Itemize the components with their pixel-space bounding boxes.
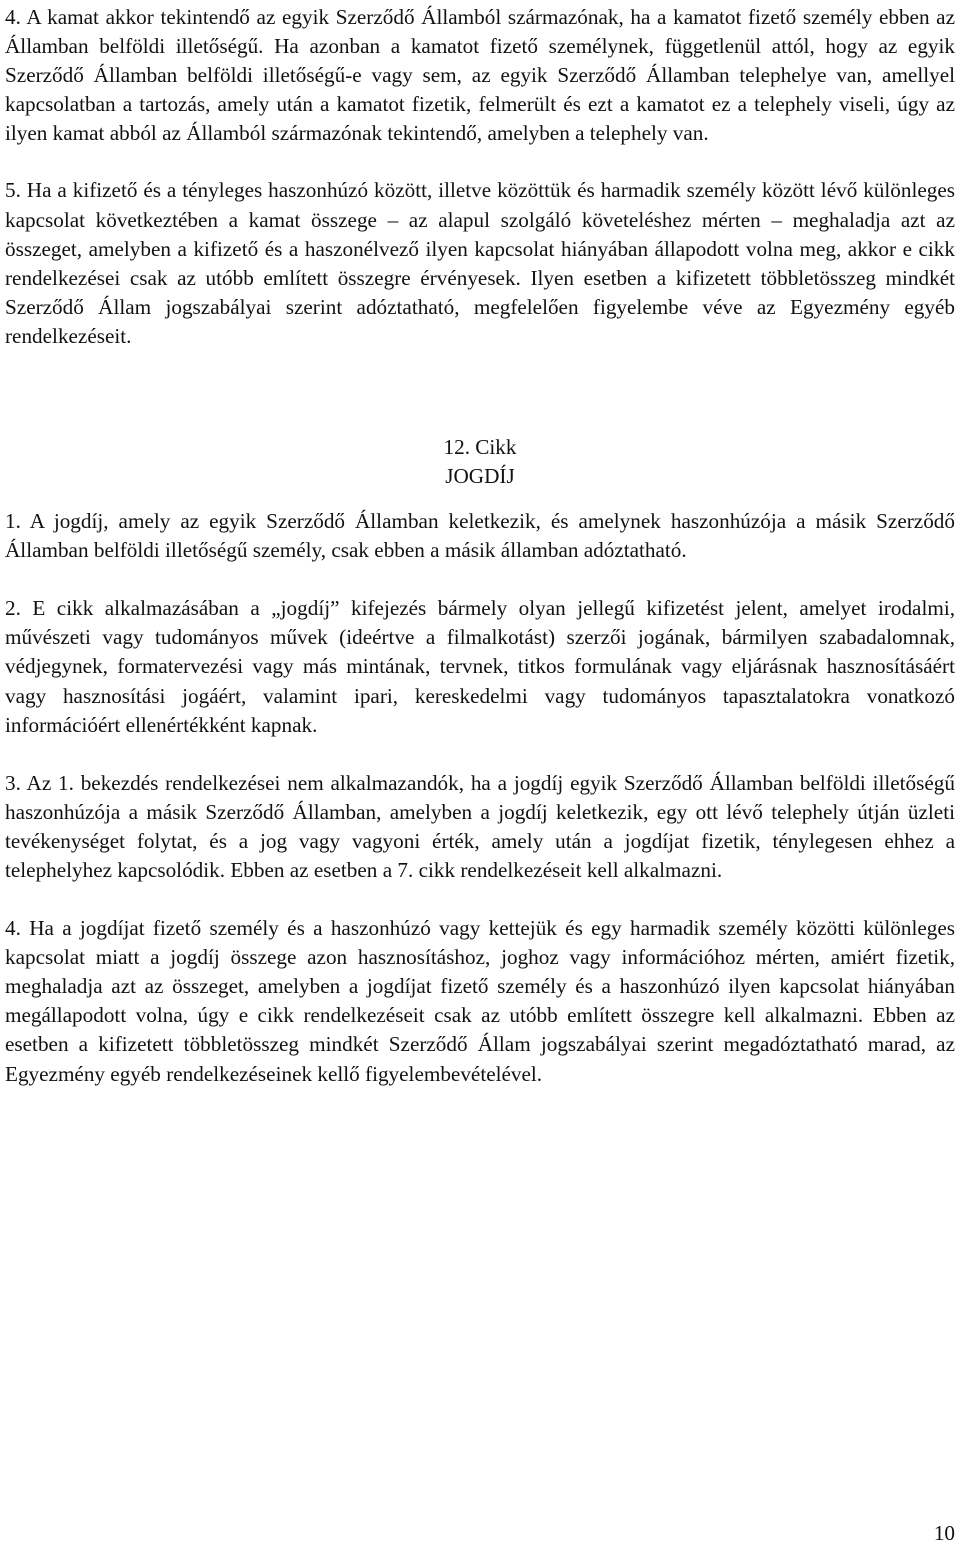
page-number: 10 [933,1521,955,1545]
article-number: 12. Cikk [443,435,517,460]
document-page [5,0,955,1089]
article-paragraph-3: 3. Az 1. bekezdés rendelkezései nem alkalmazandók, ha a jogdíj egyik Szerződő Államban belföldi illetőségű haszonhúzója a másik Szerződő Államban, amelyben a jogdíj keletkezik, egy ott lévő telephely útján üzleti tevékenységet folytat, és a jog vagy vagyoni érték, amely után a jogdíjat fizetik, ténylegesen ehhez a telephelyhez kapcsolódik. Ebben az esetben a 7. cikk rendelkezéseit kell alkalmazni. [5,770,955,882]
paragraph-5-special-relationship: 5. Ha a kifizető és a tényleges haszonhúzó között, illetve közöttük és harmadik személy között lévő különleges kapcsolat következtében a kamat összege – az alapul szolgáló követeléshez mérten – meghaladja azt az összeget, amelyben a kifizető és a haszonélvező ilyen kapcsolat hiányában állapodott volna meg, akkor e cikk rendelkezései csak az utóbb említett összegre érvényesek. Ilyen esetben a kifizetett többletösszeg mindkét Szerződő Állam jogszabályai szerint adóztatható, megfelelően figyelembe véve az Egyezmény egyéb rendelkezéseit. [5,178,955,348]
article-paragraph-2: 2. E cikk alkalmazásában a „jogdíj” kifejezés bármely olyan jellegű kifizetést jelent, amelyet irodalmi, művészeti vagy tudományos művek (ideértve a filmalkotást) szerzői jogának, bármilyen szabadalomnak, védjegynek, formatervezési vagy más mintának, tervnek, titkos formulának vagy eljárásnak hasznosításáért vagy hasznosítási jogáért, valamint ipari, kereskedelmi vagy tudományos tapasztalatokra vonatkozó információért ellenértékként kapnak. [5,596,955,737]
article-heading [5,433,955,491]
article-paragraph-1: 1. A jogdíj, amely az egyik Szerződő Államban keletkezik, és amelynek haszonhúzója a másik Szerződő Államban belföldi illetőségű személy, csak ebben a másik államban adóztatható. [5,509,955,563]
article-title: JOGDÍJ [445,464,515,489]
paragraph-4-interest-source: 4. A kamat akkor tekintendő az egyik Szerződő Államból származónak, ha a kamatot fizető személy ebben az Államban belföldi illetőségű. Ha azonban a kamatot fizető személynek, függetlenül attól, hogy az egyik Szerződő Államban belföldi illetőségű-e vagy sem, az egyik Szerződő Államban telephelye van, amellyel kapcsolatban a tartozás, amely után a kamatot fizetik, felmerült és ezt a kamatot ez a telephely viseli, úgy az ilyen kamat abból az Államból származónak tekintendő, amelyben a telephely van. [5,5,955,146]
article-paragraph-4: 4. Ha a jogdíjat fizető személy és a haszonhúzó vagy kettejük és egy harmadik személy közötti különleges kapcsolat miatt a jogdíj összege azon hasznosításhoz, joghoz vagy információhoz mérten, amiért fizetik, meghaladja azt az összeget, amelyben a jogdíjat fizető személy és a haszonhúzó ilyen kapcsolat hiányában megállapodott volna, úgy e cikk rendelkezéseit csak az utóbb említett összegre kell alkalmazni. Ebben az esetben a kifizetett többletösszeg mindkét Szerződő Állam jogszabályai szerint megadóztatható marad, az Egyezmény egyéb rendelkezéseinek kellő figyelembevételével. [5,916,955,1086]
